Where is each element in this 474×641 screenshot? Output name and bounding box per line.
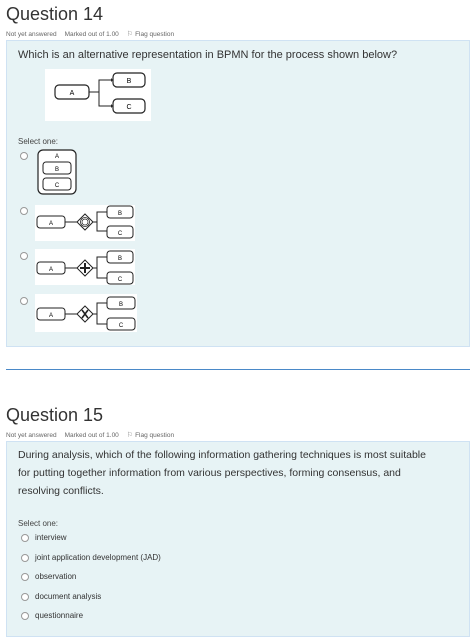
option-interview-radio[interactable] bbox=[21, 534, 29, 542]
select-one-label: Select one: bbox=[18, 519, 59, 528]
question-marks: Marked out of 1.00 bbox=[64, 30, 119, 38]
option-jad-radio[interactable] bbox=[21, 554, 29, 562]
option-document-analysis-radio[interactable] bbox=[21, 593, 29, 601]
option-4-b-label: B bbox=[118, 302, 124, 308]
option-1-c-label: C bbox=[54, 183, 60, 189]
task-a-label: A bbox=[69, 90, 75, 97]
option-observation-label[interactable]: observation bbox=[35, 572, 77, 581]
option-1-a-label: A bbox=[54, 154, 60, 160]
question-14-title: Question 14 bbox=[6, 4, 104, 24]
question-15-text-line-3: resolving conflicts. bbox=[18, 485, 104, 497]
option-3-c-label: C bbox=[117, 277, 123, 283]
question-status: Not yet answered bbox=[6, 431, 57, 439]
option-2-a-label: A bbox=[48, 221, 54, 227]
option-3-radio[interactable] bbox=[20, 252, 28, 260]
option-1-radio[interactable] bbox=[20, 152, 28, 160]
option-3-a-label: A bbox=[48, 267, 54, 273]
question-15-title: Question 15 bbox=[6, 405, 104, 425]
option-questionnaire-label[interactable]: questionnaire bbox=[35, 611, 84, 620]
option-1-b-label: B bbox=[54, 167, 60, 173]
option-4-radio[interactable] bbox=[20, 297, 28, 305]
flag-question-label: Flag question bbox=[135, 30, 175, 38]
select-one-label: Select one: bbox=[18, 137, 59, 146]
option-document-analysis-label[interactable]: document analysis bbox=[35, 592, 102, 601]
question-status: Not yet answered bbox=[6, 30, 57, 38]
flag-question-label: Flag question bbox=[135, 431, 175, 439]
option-jad-label[interactable]: joint application development (JAD) bbox=[35, 553, 161, 562]
option-2-c-label: C bbox=[117, 231, 123, 237]
task-c-label: C bbox=[126, 104, 132, 111]
option-2-diagram[interactable] bbox=[35, 205, 135, 241]
question-separator bbox=[6, 369, 470, 370]
option-4-diagram[interactable] bbox=[35, 294, 137, 332]
option-questionnaire-radio[interactable] bbox=[21, 612, 29, 620]
flag-question-link[interactable] bbox=[127, 431, 174, 439]
prompt-diagram bbox=[45, 69, 151, 121]
option-4-c-label: C bbox=[118, 323, 124, 329]
question-14-box bbox=[6, 40, 470, 347]
question-marks: Marked out of 1.00 bbox=[64, 431, 119, 439]
option-1-diagram[interactable] bbox=[37, 149, 77, 195]
option-3-diagram[interactable] bbox=[35, 249, 135, 285]
question-15-box bbox=[6, 441, 470, 637]
option-2-b-label: B bbox=[117, 211, 123, 217]
question-15-text-line-2: for putting together information from various perspectives, forming consensus, and bbox=[18, 467, 401, 479]
question-14-meta bbox=[6, 30, 174, 38]
option-4-a-label: A bbox=[48, 313, 54, 319]
question-15-meta bbox=[6, 431, 174, 439]
question-14-text: Which is an alternative representation in BPMN for the process shown below? bbox=[18, 49, 398, 61]
question-15-text-line-1: During analysis, which of the following information gathering techniques is most suitable bbox=[18, 449, 426, 461]
task-b-label: B bbox=[126, 78, 132, 85]
flag-question-link[interactable] bbox=[127, 30, 174, 38]
option-observation-radio[interactable] bbox=[21, 573, 29, 581]
option-interview-label[interactable]: interview bbox=[35, 533, 67, 542]
option-3-b-label: B bbox=[117, 256, 123, 262]
flag-icon: ⚐ bbox=[126, 31, 134, 38]
option-2-radio[interactable] bbox=[20, 207, 28, 215]
flag-icon: ⚐ bbox=[126, 432, 134, 439]
